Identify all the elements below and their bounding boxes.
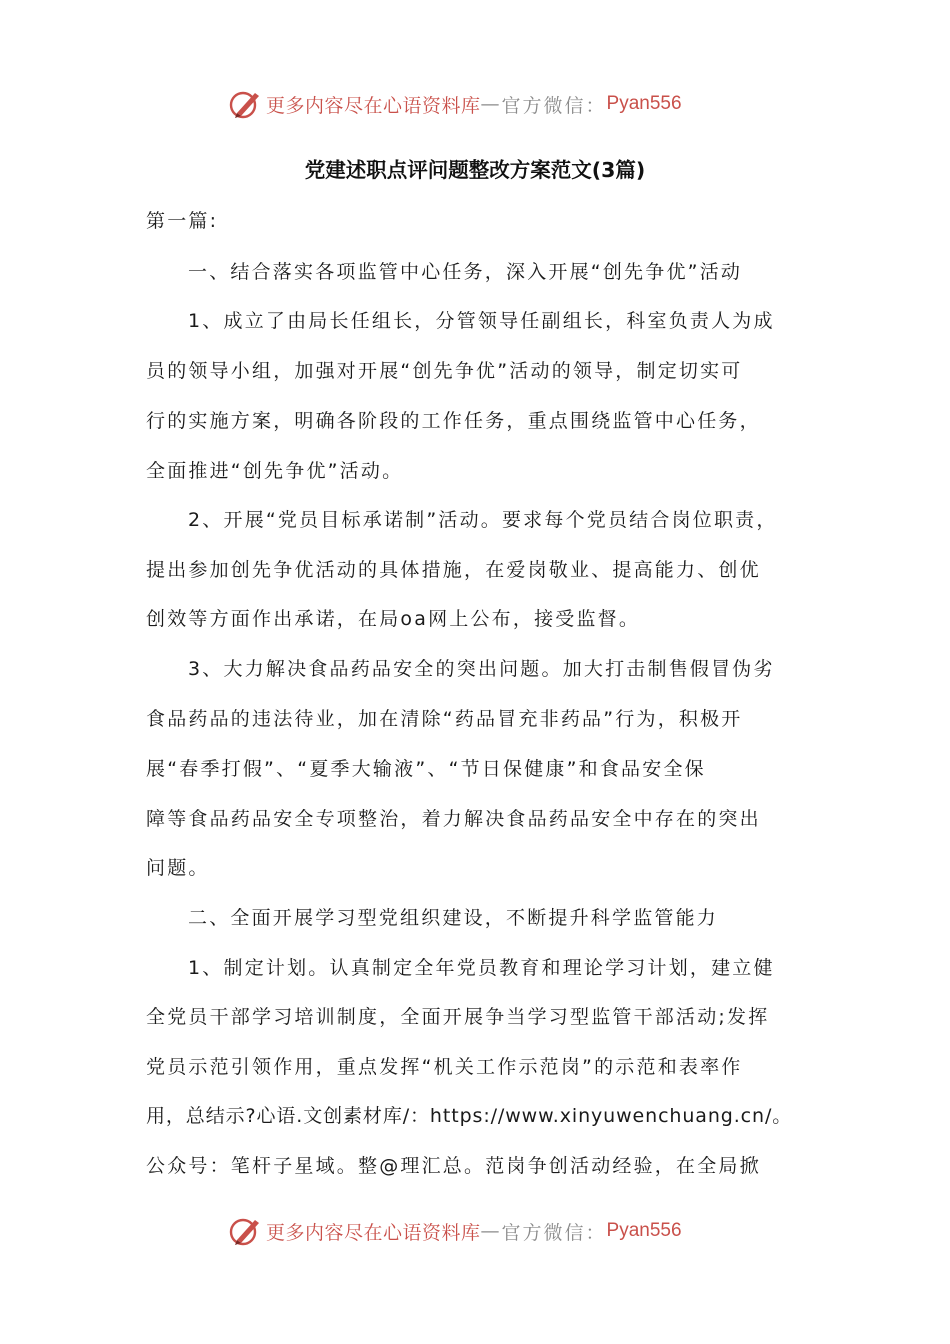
section-label: 第一篇: xyxy=(146,210,219,232)
paragraph-line: 提出参加创先争优活动的具体措施，在爱岗敬业、提高能力、创优 xyxy=(146,559,761,581)
paragraph-line: 行的实施方案，明确各阶段的工作任务，重点围绕监管中心任务， xyxy=(146,410,761,432)
paragraph-line: 展“春季打假”、“夏季大输液”、“节日保健康”和食品安全保 xyxy=(146,758,706,780)
paragraph-line: 障等食品药品安全专项整治，着力解决食品药品安全中存在的突出 xyxy=(146,808,761,830)
heading-line: 一、结合落实各项监管中心任务，深入开展“创先争优”活动 xyxy=(188,261,743,283)
heading-line: 二、全面开展学习型党组织建设，不断提升科学监管能力 xyxy=(188,907,719,929)
banner-dash: — xyxy=(480,1220,502,1242)
paragraph-line: 食品药品的违法待业，加在清除“药品冒充非药品”行为，积极开 xyxy=(146,708,743,730)
paragraph-line: 3、大力解决食品药品安全的突出问题。加大打击制售假冒伪劣 xyxy=(188,658,775,680)
document-title: 党建述职点评问题整改方案范文(3篇) xyxy=(304,158,646,182)
paragraph-line: 创效等方面作出承诺，在局oa网上公布，接受监督。 xyxy=(146,608,641,630)
banner-slogan: 更多内容尽在心语资料库 xyxy=(266,1221,481,1244)
paragraph-line: 1、制定计划。认真制定全年党员教育和理论学习计划，建立健 xyxy=(188,957,775,979)
banner-dash: — xyxy=(480,93,502,115)
paragraph-line: 全面推进“创先争优”活动。 xyxy=(146,460,404,482)
header-banner xyxy=(228,84,682,124)
paragraph-line: 2、开展“党员目标承诺制”活动。要求每个党员结合岗位职责， xyxy=(188,509,778,531)
paragraph-line: 党员示范引领作用，重点发挥“机关工作示范岗”的示范和表率作 xyxy=(146,1056,743,1078)
banner-wechat-id: Pyan556 xyxy=(606,93,682,114)
paragraph-line: 问题。 xyxy=(146,857,210,879)
paragraph-line: 员的领导小组，加强对开展“创先争优”活动的领导，制定切实可 xyxy=(146,360,743,382)
banner-official-label: 官方微信： xyxy=(501,1221,607,1244)
pen-circle-logo-icon xyxy=(228,1214,262,1248)
pen-circle-logo-icon xyxy=(228,87,262,121)
banner-official-label: 官方微信： xyxy=(501,94,607,117)
banner-slogan: 更多内容尽在心语资料库 xyxy=(266,94,481,117)
banner-wechat-id: Pyan556 xyxy=(606,1220,682,1241)
paragraph-line: 全党员干部学习培训制度，全面开展争当学习型监管干部活动;发挥 xyxy=(146,1006,770,1028)
paragraph-line: 用，总结示?心语.文创素材库/：https://www.xinyuwenchuang.cn/。 xyxy=(146,1105,793,1127)
paragraph-line: 1、成立了由局长任组长，分管领导任副组长，科室负责人为成 xyxy=(188,310,775,332)
paragraph-line: 公众号：笔杆子星域。整@理汇总。范岗争创活动经验，在全局掀 xyxy=(146,1155,761,1177)
footer-banner xyxy=(228,1211,682,1251)
